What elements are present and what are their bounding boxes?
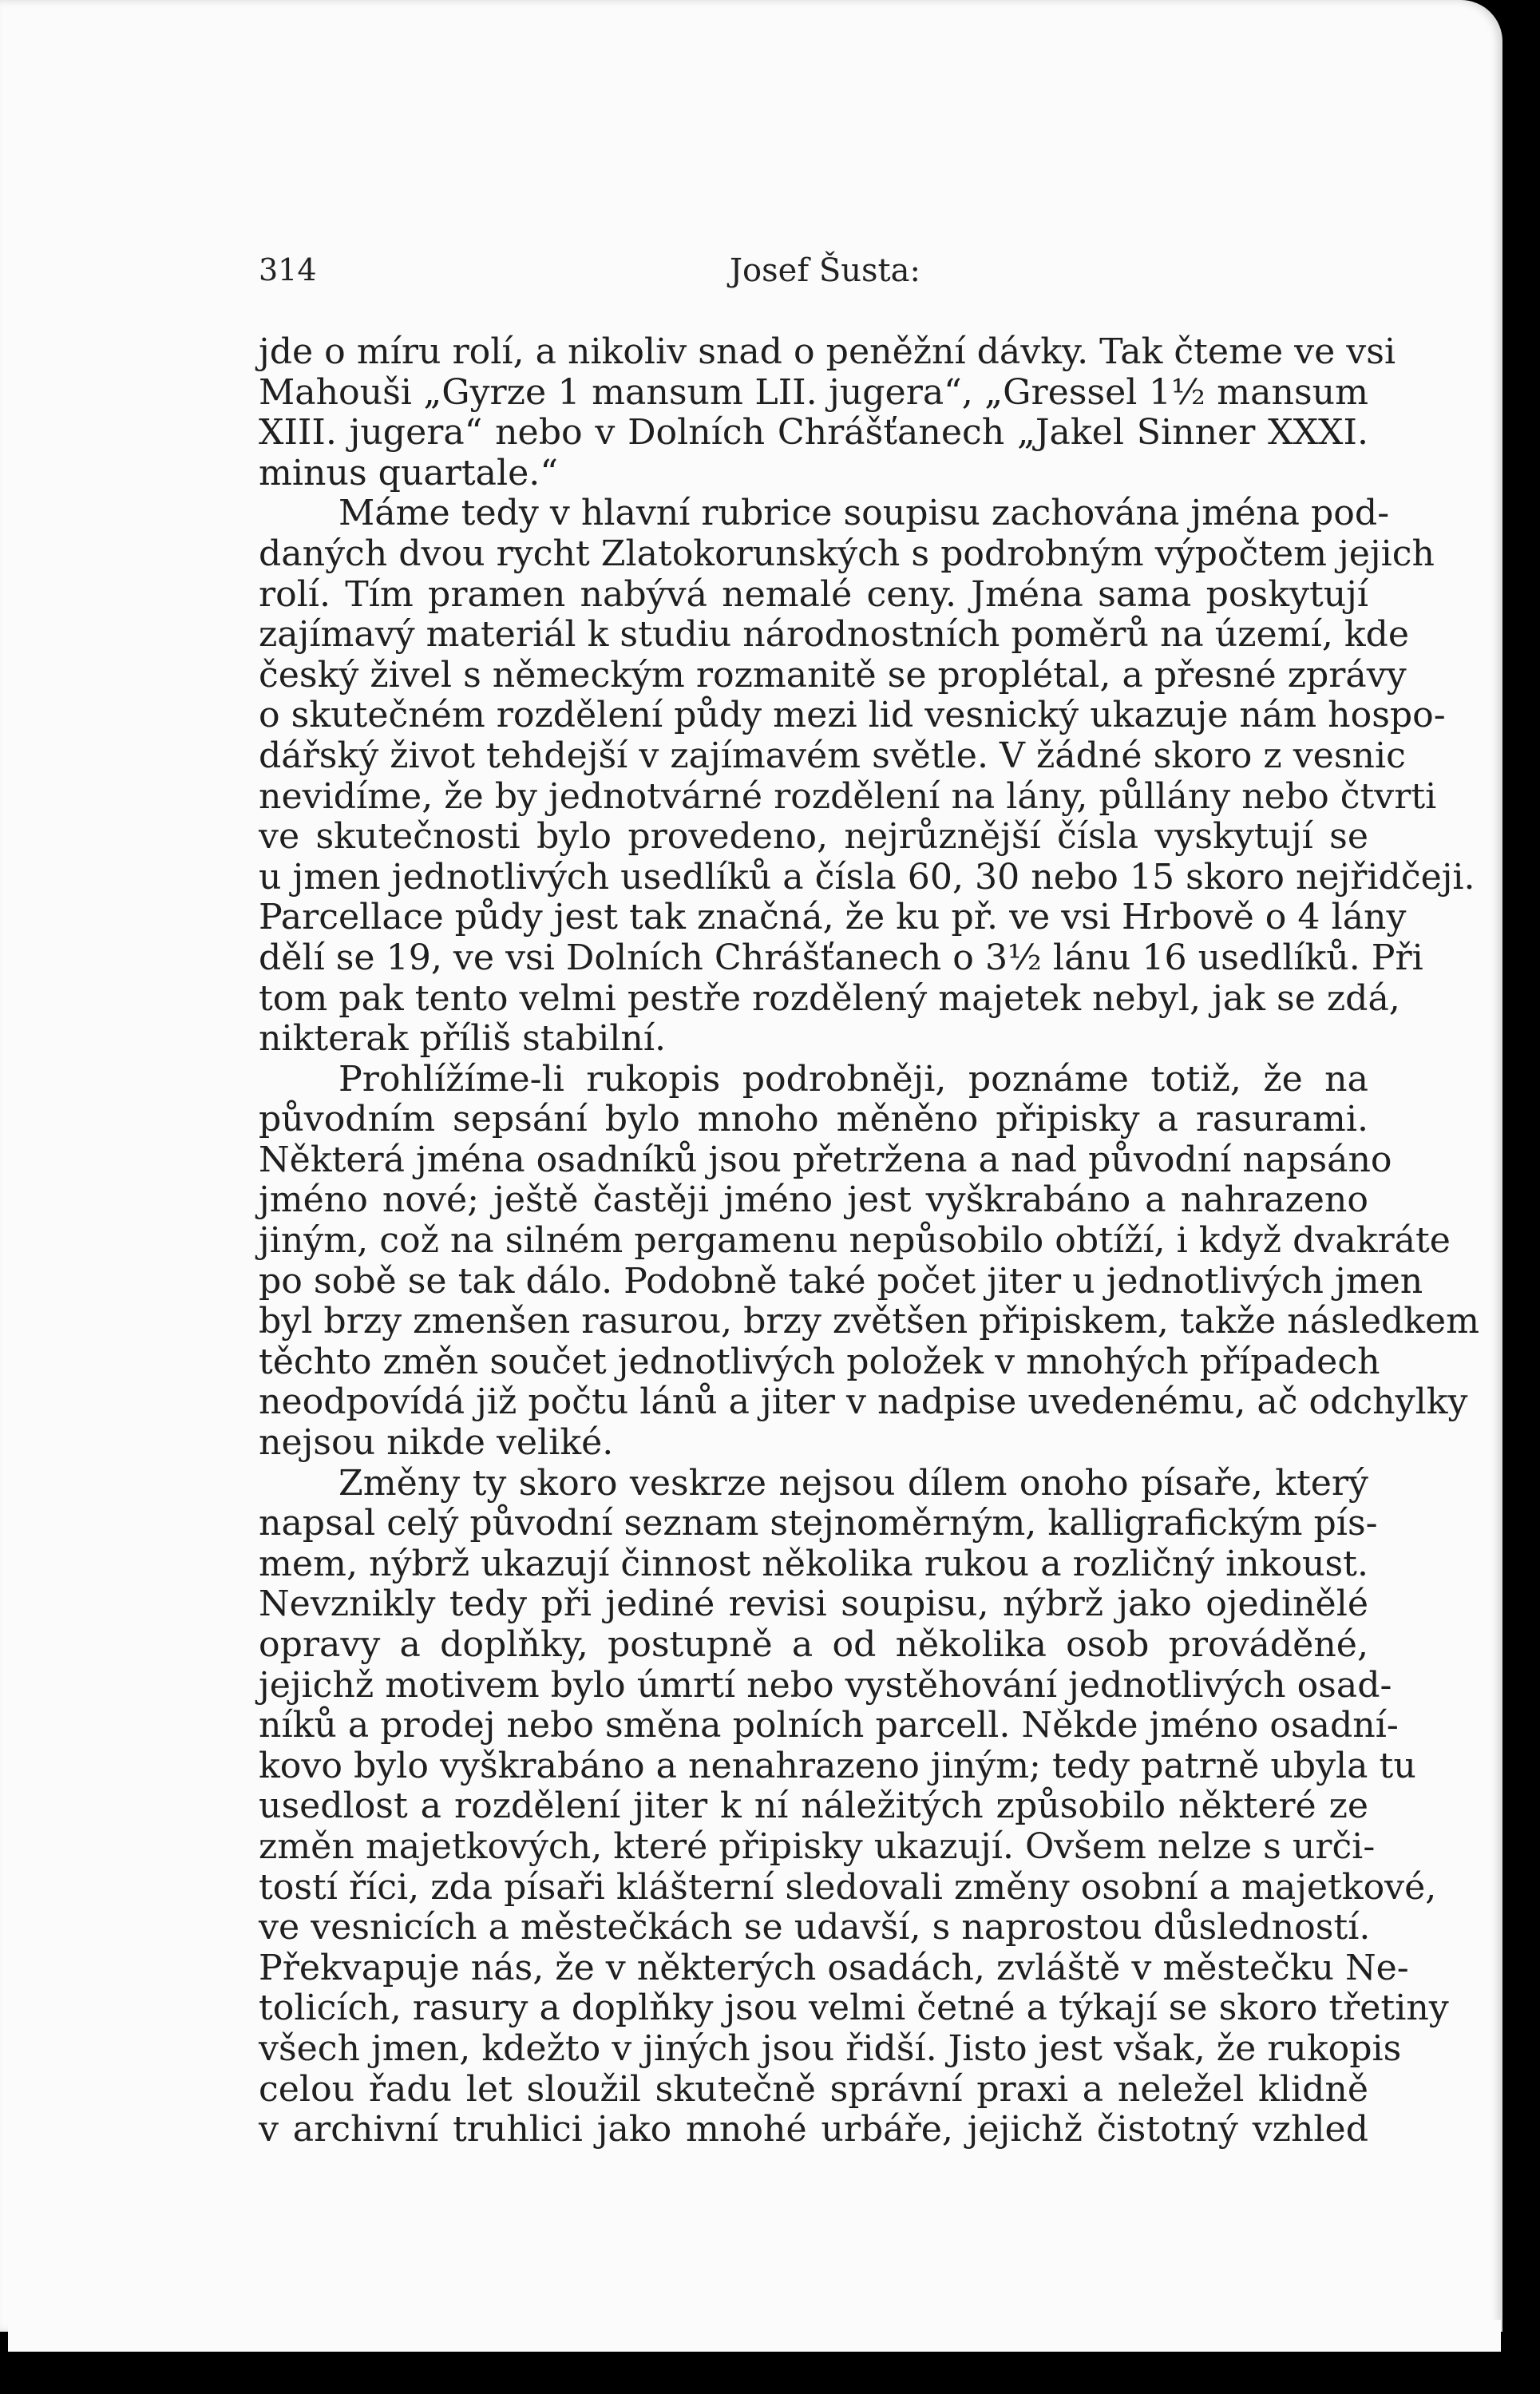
text-line: ve vesnicích a městečkách se udavší, s naprostou důsledností. [259,1907,1371,1948]
text-line: Máme tedy v hlavní rubrice soupisu zachována jména pod- [338,493,1390,534]
text-line: kovo bylo vyškrabáno a nenahrazeno jiným; tedy patrně ubyla tu [259,1745,1416,1786]
text-line: v archivní truhlici jako mnohé urbáře, jejichž čistotný vzhled [259,2109,1368,2150]
text-line: nikterak příliš stabilní. [259,1018,667,1060]
text-line: tolicích, rasury a doplňky jsou velmi četné a týkají se skoro třetiny [259,1988,1449,2029]
text-line: všech jmen, kdežto v jiných jsou řidší. Jisto jest však, že rukopis [259,2027,1402,2069]
text-line: neodpovídá již počtu lánů a jiter v nadpise uvedenému, ač odchylky [259,1381,1468,1423]
text-line: byl brzy zmenšen rasurou, brzy zvětšen připiskem, takže následkem [259,1301,1480,1342]
text-line: napsal celý původní seznam stejnoměrným, kalligrafickým pís- [259,1503,1378,1544]
body-text [259,331,1480,2150]
text-line: po sobě se tak dálo. Podobně také počet jiter u jednotlivých jmen [259,1260,1423,1302]
text-line: Nevznikly tedy při jediné revisi soupisu, nýbrž jako ojedinělé [259,1583,1368,1625]
text-line: opravy a doplňky, postupně a od několika osob prováděné, [259,1624,1368,1665]
text-line: celou řadu let sloužil skutečně správní praxi a neležel klidně [259,2068,1368,2110]
paragraph [259,493,1475,1060]
text-line: Parcellace půdy jest tak značná, že ku př. ve vsi Hrbově o 4 lány [259,897,1407,938]
text-line: jméno nové; ještě častěji jméno jest vyškrabáno a nahrazeno [259,1179,1368,1221]
running-head [259,252,1376,300]
text-line: původním sepsání bylo mnoho měněno připisky a rasurami. [259,1099,1368,1140]
text-line: dělí se 19, ve vsi Dolních Chrášťanech o 3½ lánu 16 usedlíků. Při [259,937,1423,978]
text-line: Prohlížíme-li rukopis podrobněji, poznáme totiž, že na [338,1058,1368,1100]
text-line: nejsou nikde veliké. [259,1422,614,1464]
text-line: u jmen jednotlivých usedlíků a čísla 60, 30 nebo 15 skoro nejřidčeji. [259,856,1475,898]
text-line: daných dvou rycht Zlatokorunských s podrobným výpočtem jejich [259,533,1435,574]
paragraph [259,1058,1480,1464]
text-line: zajímavý materiál k studiu národnostních poměrů na území, kde [259,614,1410,656]
text-line: český živel s německým rozmanitě se proplétal, a přesné zprávy [259,654,1407,696]
text-line: nevidíme, že by jednotvárné rozdělení na lány, půllány nebo čtvrti [259,775,1437,817]
text-line: ve skutečnosti bylo provedeno, nejrůznější čísla vyskytují se [259,816,1368,858]
header-title: Josef Šusta: [730,252,920,289]
text-line: Některá jména osadníků jsou přetržena a nad původní napsáno [259,1139,1392,1180]
text-line: Překvapuje nás, že v některých osadách, zvláště v městečku Ne- [259,1947,1409,1988]
text-line: dářský život tehdejší v zajímavém světle. V žádné skoro z vesnic [259,735,1406,776]
text-line: jiným, což na silném pergamenu nepůsobilo obtíží, i když dvakráte [259,1220,1451,1262]
text-line: Mahouši „Gyrze 1 mansum LII. jugera“, „Gressel 1½ mansum [259,371,1368,413]
paragraph [259,1462,1449,2150]
text-line: usedlost a rozdělení jiter k ní náležitých způsobilo některé ze [259,1786,1368,1827]
text-line: jejichž motivem bylo úmrtí nebo vystěhování jednotlivých osad- [259,1664,1392,1706]
text-line: změn majetkových, které připisky ukazují. Ovšem nelze s urči- [259,1825,1376,1867]
text-line: těchto změn součet jednotlivých položek v mnohých případech [259,1341,1380,1382]
paragraph [259,331,1396,493]
text-line: tostí říci, zda písaři klášterní sledovali změny osobní a majetkové, [259,1866,1437,1908]
text-line: tom pak tento velmi pestře rozdělený majetek nebyl, jak se zdá, [259,977,1400,1019]
text-line: o skutečném rozdělení půdy mezi lid vesnický ukazuje nám hospo- [259,695,1446,736]
text-line: minus quartale.“ [259,452,558,493]
text-line: Změny ty skoro veskrze nejsou dílem onoho písaře, který [338,1462,1368,1504]
text-line: rolí. Tím pramen nabývá nemalé ceny. Jména sama poskytují [259,573,1368,615]
text-line: mem, nýbrž ukazují činnost několika rukou a rozličný inkoust. [259,1543,1368,1584]
text-line: níků a prodej nebo směna polních parcell. Někde jméno osadní- [259,1705,1399,1746]
text-line: XIII. jugera“ nebo v Dolních Chrášťanech „Jakel Sinner XXXI. [259,412,1368,454]
page-number: 314 [259,252,317,287]
text-line: jde o míru rolí, a nikoliv snad o peněžní dávky. Tak čteme ve vsi [259,331,1396,372]
